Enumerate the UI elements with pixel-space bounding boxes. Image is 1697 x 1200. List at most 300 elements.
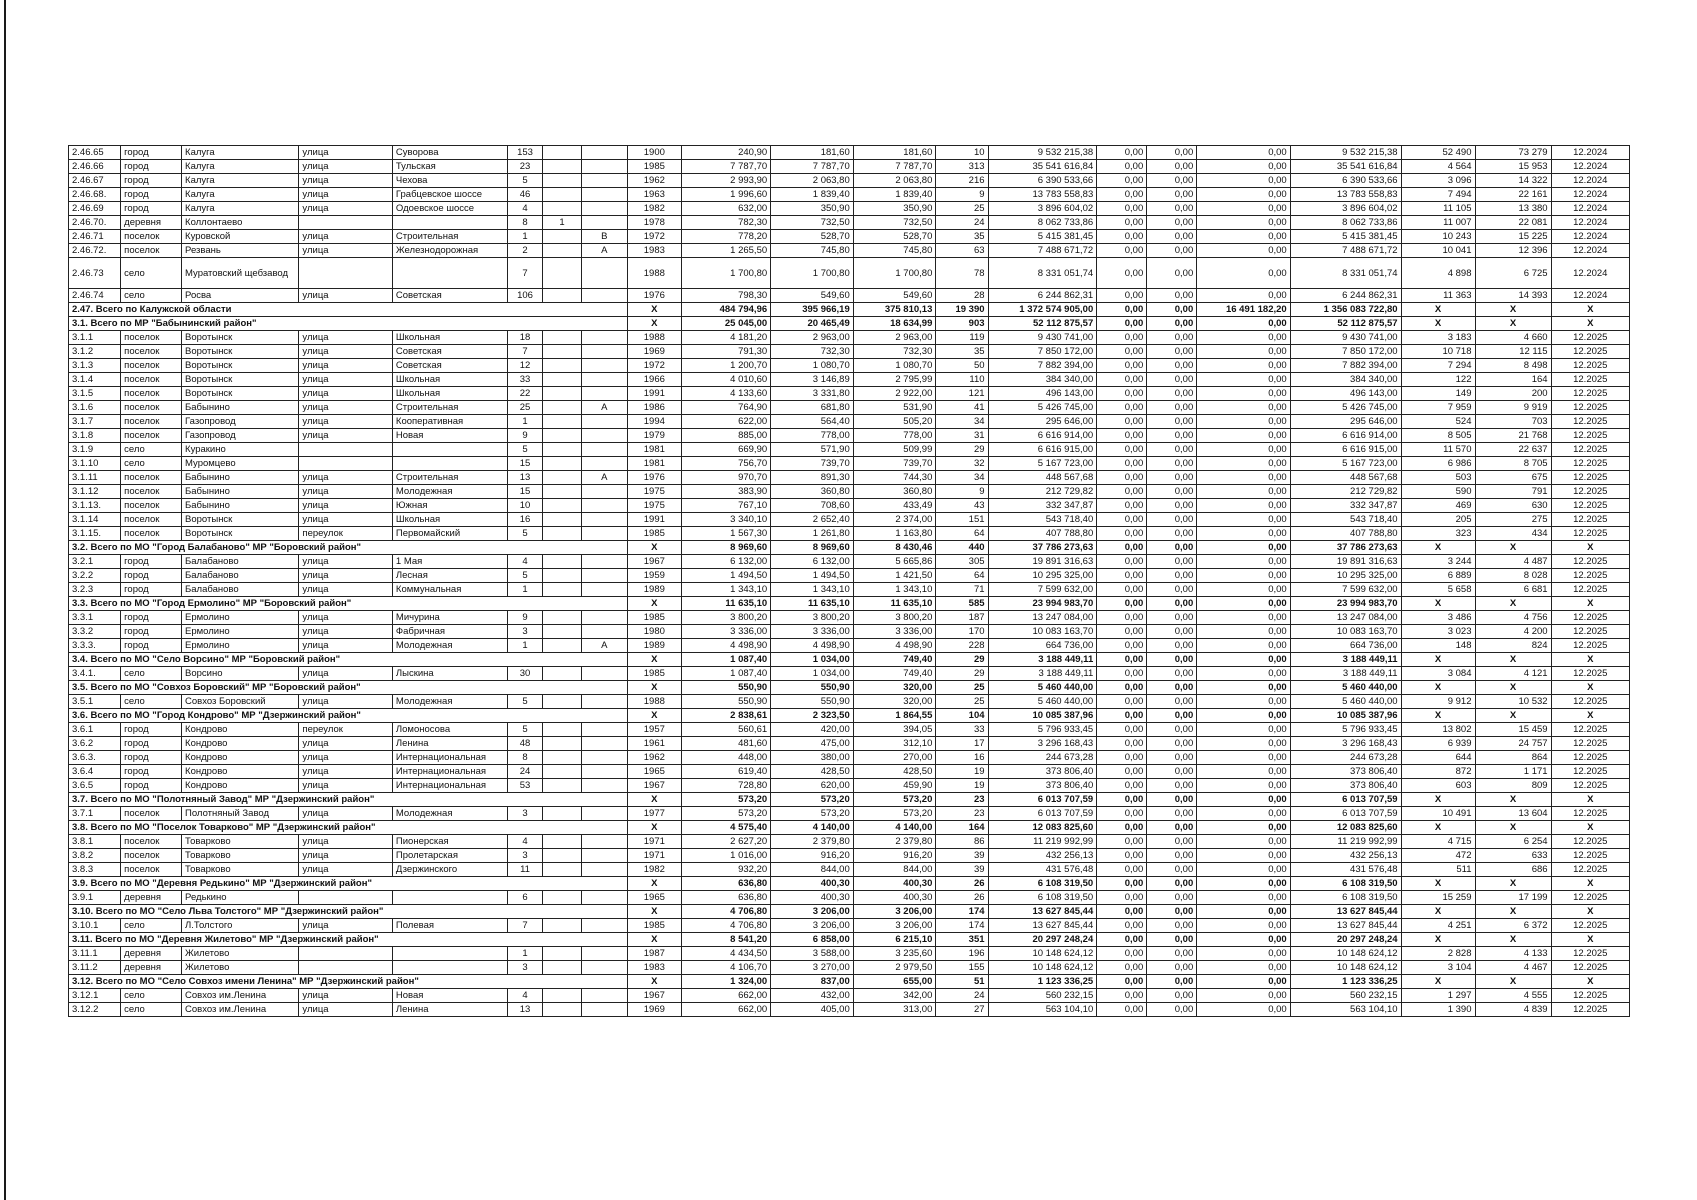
subtotal-row — [69, 933, 1630, 947]
table-cell: 3 486 — [1401, 611, 1475, 625]
table-cell: 0,00 — [1147, 216, 1197, 230]
table-cell: Воротынск — [182, 331, 299, 345]
table-cell: 149 — [1401, 387, 1475, 401]
table-cell: 4 467 — [1475, 961, 1551, 975]
table-cell: Товарково — [182, 835, 299, 849]
table-row — [69, 485, 1630, 499]
table-row — [69, 667, 1630, 681]
table-row — [69, 569, 1630, 583]
table-cell: 244 673,28 — [1290, 751, 1401, 765]
table-cell: улица — [299, 1003, 392, 1017]
table-cell: 1962 — [627, 174, 681, 188]
table-cell: город — [121, 202, 182, 216]
table-cell: 0,00 — [1097, 751, 1147, 765]
table-cell: 1981 — [627, 443, 681, 457]
table-cell: 24 757 — [1475, 737, 1551, 751]
table-cell: 6 132,00 — [682, 555, 771, 569]
table-cell: 662,00 — [682, 989, 771, 1003]
table-cell: Интернациональная — [392, 779, 507, 793]
table-cell: улица — [299, 919, 392, 933]
table-cell: 0,00 — [1097, 443, 1147, 457]
subtotal-row — [69, 317, 1630, 331]
table-row — [69, 373, 1630, 387]
subtotal-cell: X — [1401, 821, 1475, 835]
subtotal-row — [69, 793, 1630, 807]
table-cell: 732,50 — [771, 216, 854, 230]
table-cell: 0,00 — [1197, 359, 1290, 373]
table-cell: 644 — [1401, 751, 1475, 765]
table-cell: 7 599 632,00 — [988, 583, 1097, 597]
table-cell: 2 379,80 — [853, 835, 936, 849]
table-cell: 12.2025 — [1551, 443, 1629, 457]
table-cell: село — [121, 667, 182, 681]
table-cell: село — [121, 289, 182, 303]
table-cell: 373 806,40 — [1290, 765, 1401, 779]
table-cell: 3.3.1 — [69, 611, 121, 625]
table-cell: Совхоз Боровский — [182, 695, 299, 709]
subtotal-row — [69, 597, 1630, 611]
table-cell: 22 637 — [1475, 443, 1551, 457]
table-cell: 6 889 — [1401, 569, 1475, 583]
subtotal-cell: 573,20 — [682, 793, 771, 807]
table-cell: 3 096 — [1401, 174, 1475, 188]
table-cell — [392, 457, 507, 471]
table-cell: 15 259 — [1401, 891, 1475, 905]
table-cell — [582, 373, 628, 387]
table-cell: 0,00 — [1147, 667, 1197, 681]
subtotal-cell: 0,00 — [1097, 653, 1147, 667]
table-cell: 0,00 — [1147, 891, 1197, 905]
table-cell: Коммунальная — [392, 583, 507, 597]
table-cell: 6 254 — [1475, 835, 1551, 849]
table-cell — [542, 485, 581, 499]
table-cell: 4 251 — [1401, 919, 1475, 933]
table-cell: 3.8.3 — [69, 863, 121, 877]
table-cell: Воротынск — [182, 513, 299, 527]
table-cell — [582, 555, 628, 569]
table-cell: 6 986 — [1401, 457, 1475, 471]
table-cell: 564,40 — [771, 415, 854, 429]
table-cell — [392, 961, 507, 975]
table-cell: 12.2025 — [1551, 625, 1629, 639]
table-cell: 1983 — [627, 961, 681, 975]
table-cell: 891,30 — [771, 471, 854, 485]
table-cell: 9 532 215,38 — [1290, 146, 1401, 160]
subtotal-cell: 0,00 — [1197, 905, 1290, 919]
table-cell: 1959 — [627, 569, 681, 583]
table-cell: 3.9.1 — [69, 891, 121, 905]
table-cell: 400,30 — [853, 891, 936, 905]
subtotal-cell: 52 112 875,57 — [988, 317, 1097, 331]
table-cell: 5 415 381,45 — [1290, 230, 1401, 244]
table-cell: Грабцевское шоссе — [392, 188, 507, 202]
subtotal-cell: X — [1475, 905, 1551, 919]
table-cell: 0,00 — [1197, 555, 1290, 569]
table-cell: 3.1.4 — [69, 373, 121, 387]
table-cell — [582, 429, 628, 443]
table-row — [69, 751, 1630, 765]
table-cell: 1963 — [627, 188, 681, 202]
table-cell: поселок — [121, 807, 182, 821]
table-cell — [542, 244, 581, 258]
subtotal-cell: X — [627, 317, 681, 331]
table-cell: село — [121, 1003, 182, 1017]
table-cell: 3 896 604,02 — [1290, 202, 1401, 216]
table-cell: 0,00 — [1147, 919, 1197, 933]
table-cell: 0,00 — [1147, 230, 1197, 244]
table-cell: 3.3.3. — [69, 639, 121, 653]
table-cell: 1989 — [627, 639, 681, 653]
table-cell: 632,00 — [682, 202, 771, 216]
table-cell: 1965 — [627, 765, 681, 779]
table-cell: 64 — [936, 569, 988, 583]
table-cell: Воротынск — [182, 527, 299, 541]
table-cell: 0,00 — [1197, 331, 1290, 345]
table-cell: 15 225 — [1475, 230, 1551, 244]
table-cell: 2 063,80 — [853, 174, 936, 188]
table-cell: 5 426 745,00 — [988, 401, 1097, 415]
table-cell: 16 — [508, 513, 543, 527]
table-cell: 9 — [508, 429, 543, 443]
table-cell: 14 322 — [1475, 174, 1551, 188]
table-cell: 0,00 — [1197, 387, 1290, 401]
subtotal-cell: 4 140,00 — [771, 821, 854, 835]
table-cell — [582, 989, 628, 1003]
table-cell: 619,40 — [682, 765, 771, 779]
table-cell: Строительная — [392, 401, 507, 415]
table-cell: 0,00 — [1197, 835, 1290, 849]
table-cell: 739,70 — [853, 457, 936, 471]
table-cell: 12.2025 — [1551, 751, 1629, 765]
table-cell: 39 — [936, 863, 988, 877]
table-cell: 1991 — [627, 513, 681, 527]
table-cell: 4 839 — [1475, 1003, 1551, 1017]
table-cell — [582, 513, 628, 527]
table-cell: 0,00 — [1197, 723, 1290, 737]
table-cell: улица — [299, 849, 392, 863]
subtotal-cell: 351 — [936, 933, 988, 947]
table-cell: 0,00 — [1147, 723, 1197, 737]
table-cell: 0,00 — [1147, 737, 1197, 751]
table-cell: 509,99 — [853, 443, 936, 457]
table-cell: 428,50 — [853, 765, 936, 779]
table-cell: 3 588,00 — [771, 947, 854, 961]
table-cell: 12.2025 — [1551, 765, 1629, 779]
table-cell: улица — [299, 765, 392, 779]
table-cell: 3.6.1 — [69, 723, 121, 737]
subtotal-cell: 1 087,40 — [682, 653, 771, 667]
table-cell: 7 488 671,72 — [1290, 244, 1401, 258]
table-cell — [582, 667, 628, 681]
table-cell — [542, 863, 581, 877]
table-cell: 528,70 — [771, 230, 854, 244]
subtotal-cell: X — [1551, 877, 1629, 891]
table-cell: 0,00 — [1147, 499, 1197, 513]
table-cell: 1 343,10 — [682, 583, 771, 597]
table-cell: 22 081 — [1475, 216, 1551, 230]
subtotal-cell: X — [627, 905, 681, 919]
table-cell — [542, 723, 581, 737]
table-row — [69, 891, 1630, 905]
table-cell: 12.2024 — [1551, 146, 1629, 160]
subtotal-cell: 4 575,40 — [682, 821, 771, 835]
subtotal-cell: X — [627, 975, 681, 989]
table-cell: 12.2024 — [1551, 289, 1629, 303]
table-cell: 0,00 — [1147, 527, 1197, 541]
table-cell: 824 — [1475, 639, 1551, 653]
table-cell: 3.1.15. — [69, 527, 121, 541]
table-cell: 0,00 — [1097, 202, 1147, 216]
table-cell — [542, 401, 581, 415]
table-cell: 0,00 — [1147, 202, 1197, 216]
table-cell: 475,00 — [771, 737, 854, 751]
table-cell: 0,00 — [1147, 513, 1197, 527]
table-cell: 431 576,48 — [1290, 863, 1401, 877]
table-cell: 6 013 707,59 — [988, 807, 1097, 821]
table-row — [69, 765, 1630, 779]
subtotal-cell: 3 206,00 — [853, 905, 936, 919]
subtotal-cell: 1 324,00 — [682, 975, 771, 989]
table-cell: 12.2025 — [1551, 401, 1629, 415]
table-cell: 5 426 745,00 — [1290, 401, 1401, 415]
table-cell — [542, 415, 581, 429]
subtotal-cell: 0,00 — [1147, 317, 1197, 331]
table-cell: 0,00 — [1197, 527, 1290, 541]
table-cell: Советская — [392, 345, 507, 359]
table-cell: 121 — [936, 387, 988, 401]
table-cell: 0,00 — [1197, 849, 1290, 863]
table-cell: 662,00 — [682, 1003, 771, 1017]
table-cell: 4 106,70 — [682, 961, 771, 975]
table-cell: 573,20 — [771, 807, 854, 821]
table-row — [69, 258, 1630, 289]
table-cell: 3.1.1 — [69, 331, 121, 345]
table-cell: 6 244 862,31 — [988, 289, 1097, 303]
table-cell: город — [121, 569, 182, 583]
subtotal-cell: 29 — [936, 653, 988, 667]
table-cell: 13 783 558,83 — [1290, 188, 1401, 202]
table-cell: 13 783 558,83 — [988, 188, 1097, 202]
table-cell: 78 — [936, 258, 988, 289]
table-cell: 1 996,60 — [682, 188, 771, 202]
table-cell: 0,00 — [1147, 160, 1197, 174]
table-cell: город — [121, 765, 182, 779]
table-cell: 3.6.4 — [69, 765, 121, 779]
table-cell: 33 — [936, 723, 988, 737]
table-cell: 1 261,80 — [771, 527, 854, 541]
subtotal-cell: 5 460 440,00 — [988, 681, 1097, 695]
table-cell: 4 498,90 — [853, 639, 936, 653]
table-cell: поселок — [121, 415, 182, 429]
table-cell: город — [121, 611, 182, 625]
table-cell: 12.2025 — [1551, 471, 1629, 485]
subtotal-cell: 0,00 — [1197, 709, 1290, 723]
subtotal-cell: X — [627, 541, 681, 555]
table-cell: 12.2025 — [1551, 555, 1629, 569]
table-cell: 10 083 163,70 — [988, 625, 1097, 639]
table-cell: 0,00 — [1147, 244, 1197, 258]
table-cell: 4 133,60 — [682, 387, 771, 401]
table-cell: поселок — [121, 835, 182, 849]
table-cell: село — [121, 919, 182, 933]
table-cell — [582, 849, 628, 863]
table-cell: 511 — [1401, 863, 1475, 877]
table-cell: 12.2025 — [1551, 373, 1629, 387]
table-cell: 2.46.72. — [69, 244, 121, 258]
table-cell: 1985 — [627, 160, 681, 174]
table-cell: 10 148 624,12 — [1290, 947, 1401, 961]
subtotal-cell: X — [1401, 681, 1475, 695]
subtotal-cell: 395 966,19 — [771, 303, 854, 317]
table-cell — [542, 331, 581, 345]
table-cell: 0,00 — [1097, 174, 1147, 188]
table-cell: 0,00 — [1197, 443, 1290, 457]
table-cell: поселок — [121, 849, 182, 863]
table-cell: 295 646,00 — [988, 415, 1097, 429]
subtotal-cell: 837,00 — [771, 975, 854, 989]
table-cell — [542, 849, 581, 863]
table-cell: 323 — [1401, 527, 1475, 541]
table-cell: 13 380 — [1475, 202, 1551, 216]
table-cell: 0,00 — [1147, 625, 1197, 639]
table-cell: 196 — [936, 947, 988, 961]
table-cell: Балабаново — [182, 583, 299, 597]
table-cell — [582, 723, 628, 737]
table-cell: 10 532 — [1475, 695, 1551, 709]
table-cell: 6 616 914,00 — [988, 429, 1097, 443]
table-row — [69, 471, 1630, 485]
table-cell: 1972 — [627, 359, 681, 373]
table-cell: 12.2025 — [1551, 961, 1629, 975]
table-cell: 0,00 — [1097, 695, 1147, 709]
table-cell: 2 795,99 — [853, 373, 936, 387]
table-cell: 3 336,00 — [853, 625, 936, 639]
table-cell: 5 665,86 — [853, 555, 936, 569]
table-cell: 4 010,60 — [682, 373, 771, 387]
subtotal-cell: 6 108 319,50 — [1290, 877, 1401, 891]
table-cell: 764,90 — [682, 401, 771, 415]
table-cell: 3.2.1 — [69, 555, 121, 569]
table-cell: 12.2025 — [1551, 527, 1629, 541]
table-cell: 0,00 — [1097, 569, 1147, 583]
subtotal-label: 3.8. Всего по МО "Поселок Товарково" МР "Дзержинский район" — [69, 821, 628, 835]
table-cell: 0,00 — [1197, 499, 1290, 513]
subtotal-cell: 0,00 — [1097, 877, 1147, 891]
table-cell: 2 379,80 — [771, 835, 854, 849]
table-cell: 0,00 — [1097, 415, 1147, 429]
subtotal-cell: 25 045,00 — [682, 317, 771, 331]
table-cell: 0,00 — [1197, 373, 1290, 387]
table-cell: 3.1.8 — [69, 429, 121, 443]
table-cell: 10 718 — [1401, 345, 1475, 359]
table-cell: улица — [299, 485, 392, 499]
table-cell: поселок — [121, 230, 182, 244]
table-cell: 4 121 — [1475, 667, 1551, 681]
table-cell: улица — [299, 751, 392, 765]
table-cell: Ермолино — [182, 611, 299, 625]
table-cell: 2 963,00 — [853, 331, 936, 345]
subtotal-cell: 3 188 449,11 — [1290, 653, 1401, 667]
table-cell: 2.46.74 — [69, 289, 121, 303]
table-cell: поселок — [121, 331, 182, 345]
subtotal-cell: 0,00 — [1147, 681, 1197, 695]
subtotal-cell: 6 858,00 — [771, 933, 854, 947]
table-cell: Совхоз им.Ленина — [182, 989, 299, 1003]
table-cell: 13 627 845,44 — [988, 919, 1097, 933]
table-cell: 708,60 — [771, 499, 854, 513]
table-cell: 1986 — [627, 401, 681, 415]
table-cell: 4 498,90 — [682, 639, 771, 653]
table-row — [69, 230, 1630, 244]
table-cell — [542, 230, 581, 244]
subtotal-cell: 0,00 — [1097, 933, 1147, 947]
table-cell: 7 787,70 — [853, 160, 936, 174]
table-cell: 563 104,10 — [1290, 1003, 1401, 1017]
table-cell: 360,80 — [853, 485, 936, 499]
table-cell — [542, 737, 581, 751]
page-edge-line — [4, 0, 6, 1200]
table-row — [69, 289, 1630, 303]
table-cell: 1 390 — [1401, 1003, 1475, 1017]
subtotal-cell: 25 — [936, 681, 988, 695]
table-cell: 0,00 — [1197, 695, 1290, 709]
table-cell: 1979 — [627, 429, 681, 443]
table-cell: 31 — [936, 429, 988, 443]
table-cell: 8 062 733,86 — [1290, 216, 1401, 230]
table-cell: 216 — [936, 174, 988, 188]
table-cell: 6 616 915,00 — [1290, 443, 1401, 457]
table-cell: А — [582, 401, 628, 415]
table-cell: 26 — [936, 891, 988, 905]
table-cell: 0,00 — [1097, 146, 1147, 160]
subtotal-cell: 484 794,96 — [682, 303, 771, 317]
table-cell: город — [121, 174, 182, 188]
table-cell: улица — [299, 415, 392, 429]
subtotal-cell: X — [1475, 975, 1551, 989]
subtotal-cell: 585 — [936, 597, 988, 611]
subtotal-cell: 12 083 825,60 — [988, 821, 1097, 835]
table-cell: 1 087,40 — [682, 667, 771, 681]
table-cell: 0,00 — [1197, 779, 1290, 793]
table-cell: 0,00 — [1097, 807, 1147, 821]
table-cell: 0,00 — [1197, 415, 1290, 429]
table-cell: 10 — [508, 499, 543, 513]
subtotal-row — [69, 709, 1630, 723]
table-cell: 1978 — [627, 216, 681, 230]
table-cell: Школьная — [392, 513, 507, 527]
table-cell: 17 199 — [1475, 891, 1551, 905]
table-cell: 3 183 — [1401, 331, 1475, 345]
table-cell: 13 — [508, 471, 543, 485]
table-cell: 0,00 — [1097, 779, 1147, 793]
table-cell: 3.10.1 — [69, 919, 121, 933]
table-cell: Бабынино — [182, 471, 299, 485]
table-cell: 6 108 319,50 — [1290, 891, 1401, 905]
table-cell — [542, 345, 581, 359]
table-cell: 3.3.2 — [69, 625, 121, 639]
subtotal-cell: 0,00 — [1097, 975, 1147, 989]
table-cell: 200 — [1475, 387, 1551, 401]
table-cell: 10 295 325,00 — [988, 569, 1097, 583]
table-cell: 12.2025 — [1551, 457, 1629, 471]
table-cell: 5 167 723,00 — [988, 457, 1097, 471]
subtotal-cell: 749,40 — [853, 653, 936, 667]
table-cell: город — [121, 723, 182, 737]
table-cell: 12.2025 — [1551, 639, 1629, 653]
table-cell: 0,00 — [1097, 216, 1147, 230]
subtotal-label: 3.4. Всего по МО "Село Ворсино" МР "Боровский район" — [69, 653, 628, 667]
table-cell — [299, 258, 392, 289]
